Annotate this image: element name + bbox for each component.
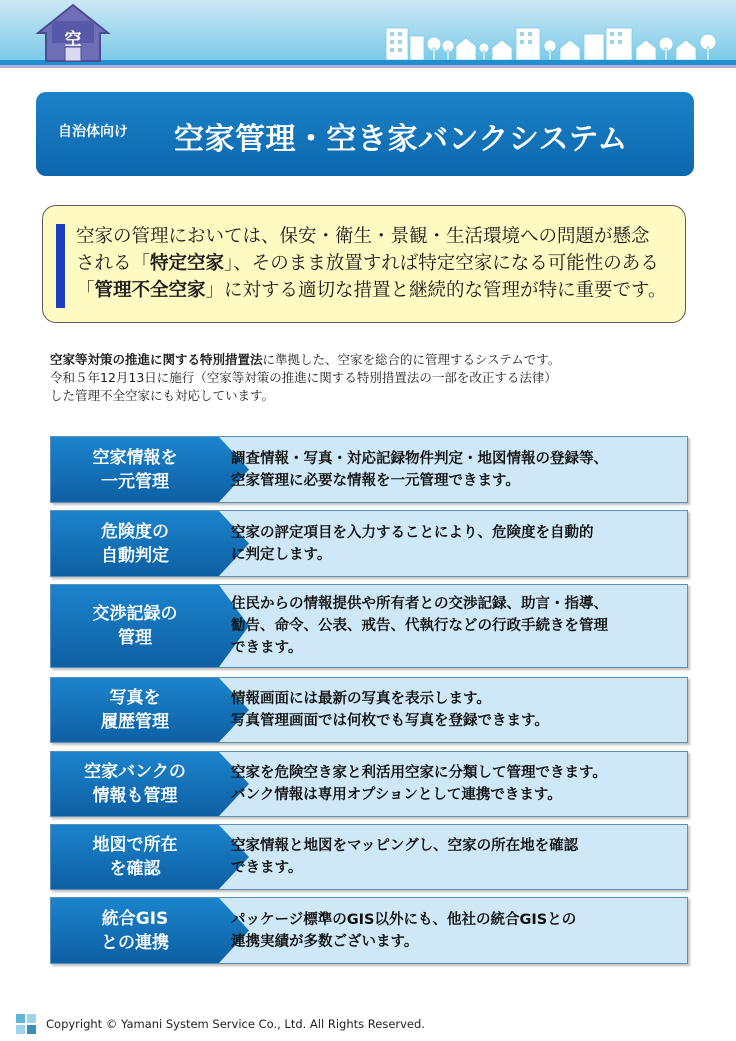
copyright: Copyright © Yamani System Service Co., Ltd. All Rights Reserved. <box>46 1017 425 1031</box>
feature-label <box>51 511 219 576</box>
intro-line-2-pre: される「 <box>76 253 151 274</box>
feature-description <box>231 678 679 742</box>
intro-text <box>76 223 675 304</box>
squares-icon <box>16 1014 36 1034</box>
feature-row <box>50 824 688 890</box>
feature-label <box>51 825 219 889</box>
feature-label-text: 交渉記録の 管理 <box>92 604 178 648</box>
description-line-1 <box>50 351 700 369</box>
feature-row <box>50 436 688 503</box>
feature-label <box>51 678 219 742</box>
feature-label-text: 空家バンクの 情報も管理 <box>84 762 186 806</box>
feature-label <box>51 437 219 502</box>
feature-label-text: 写真を 履歴管理 <box>101 688 169 732</box>
intro-line-3 <box>76 277 675 304</box>
feature-description-text: パッケージ標準のGIS以外にも、他社の統合GISとの 連携実績が多数ございます。 <box>231 911 577 950</box>
feature-row <box>50 897 688 964</box>
feature-description-text: 空家の評定項目を入力することにより、危険度を自動的 に判定します。 <box>231 524 594 563</box>
town-skyline-icon <box>382 22 722 60</box>
feature-label <box>51 752 219 816</box>
feature-label-text: 危険度の 自動判定 <box>101 521 169 566</box>
intro-line-1: 空家の管理においては、保安・衛生・景観・生活環境への問題が懸念 <box>76 226 650 247</box>
intro-line-3-pre: 「 <box>76 280 95 301</box>
feature-row <box>50 584 688 668</box>
feature-row <box>50 751 688 817</box>
intro-callout <box>42 205 686 323</box>
intro-line-3-post: 」に対する適切な措置と継続的な管理が特に重要です。 <box>205 280 667 301</box>
feature-row <box>50 677 688 743</box>
logo-char: 空 <box>64 30 82 50</box>
feature-label-text: 地図で所在 を確認 <box>92 835 178 879</box>
intro-accent-bar <box>56 224 65 308</box>
description-line-3: した管理不全空家にも対応しています。 <box>50 388 275 403</box>
intro-line-2-bold: 特定空家 <box>150 253 225 274</box>
feature-description-text: 空家情報と地図をマッピングし、空家の所在地を確認 できます。 <box>231 838 579 876</box>
title-kicker: 自治体向け <box>58 124 128 140</box>
feature-row <box>50 510 688 577</box>
house-icon <box>34 3 112 65</box>
title-banner <box>36 92 694 176</box>
description-law-name: 空家等対策の推進に関する特別措置法 <box>50 352 263 367</box>
feature-description-text: 住民からの情報提供や所有者との交渉記録、助言・指導、 勧告、命令、公表、戒告、代執行などの行政手続きを管理 できます。 <box>231 596 608 656</box>
header-stripe-accent <box>0 65 736 68</box>
feature-description-text: 空家を危険空き家と利活用空家に分類して管理できます。 バンク情報は専用オプションとして連携できます。 <box>231 765 607 803</box>
feature-description <box>231 825 679 889</box>
description <box>50 351 700 405</box>
intro-line-2 <box>76 250 675 277</box>
description-line-2: 令和５年12月13日に施行（空家等対策の推進に関する特別措置法の一部を改正する法律） <box>50 370 557 385</box>
page-title: 空家管理・空き家バンクシステム <box>174 122 628 157</box>
intro-line-3-bold: 管理不全空家 <box>94 280 206 301</box>
intro-line-2-post: 」、そのまま放置すれば特定空家になる可能性のある <box>224 253 659 274</box>
feature-description <box>231 585 679 667</box>
feature-description <box>231 511 679 576</box>
description-line-1-rest: に準拠した、空家を総合的に管理するシステムです。 <box>262 352 561 367</box>
feature-description <box>231 898 679 963</box>
feature-label <box>51 898 219 963</box>
feature-description-text: 調査情報・写真・対応記録物件判定・地図情報の登録等、 空家管理に必要な情報を一元管理できます。 <box>231 450 608 489</box>
feature-label <box>51 585 219 667</box>
feature-label-text: 統合GIS との連携 <box>101 908 169 953</box>
feature-description-text: 情報画面には最新の写真を表示します。 写真管理画面では何枚でも写真を登録できます。 <box>231 691 549 729</box>
feature-description <box>231 752 679 816</box>
feature-label-text: 空家情報を 一元管理 <box>92 447 178 492</box>
feature-description <box>231 437 679 502</box>
